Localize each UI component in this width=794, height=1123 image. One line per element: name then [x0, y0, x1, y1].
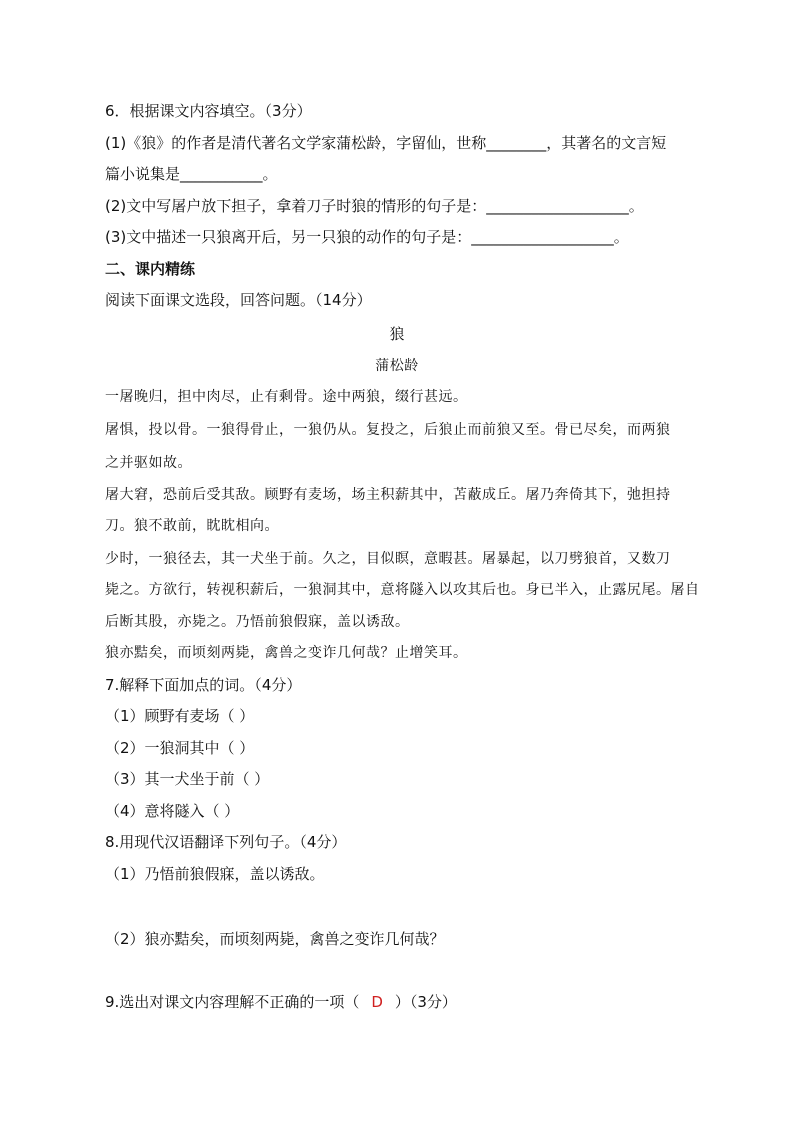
- section-heading: 二、课内精练: [105, 260, 196, 278]
- passage-line-6: 少时，一狼径去，其一犬坐于前。久之，目似瞑，意暇甚。屠暴起，以刀劈狼首，又数刀: [105, 551, 671, 567]
- q8-item-2: （2）狼亦黠矣，而顷刻两毙，禽兽之变诈几何哉？: [105, 930, 445, 948]
- passage-line-7: 毙之。方欲行，转视积薪后，一狼洞其中，意将隧入以攻其后也。身已半入，止露尻尾。屠自: [105, 582, 700, 598]
- q8-item-1: （1）乃悟前狼假寐，盖以诱敌。: [105, 865, 325, 883]
- q8-title: 8.用现代汉语翻译下列句子。（4分）: [105, 833, 347, 851]
- q6-item-3: (3)文中描述一只狼离开后，另一只狼的动作的句子是：___________________。: [105, 228, 629, 246]
- q7-item-2: （2）一狼洞其中（ ）: [105, 739, 255, 757]
- passage-line-3: 之并驱如故。: [105, 455, 192, 471]
- passage-line-8: 后断其股，亦毙之。乃悟前狼假寐，盖以诱敌。: [105, 614, 410, 630]
- q6-item-1-line-2: 篇小说集是___________。: [105, 165, 278, 183]
- q7-item-3: （3）其一犬坐于前（ ）: [105, 770, 270, 788]
- q6-title: 6．根据课文内容填空。（3分）: [105, 102, 312, 120]
- passage-line-2: 屠惧，投以骨。一狼得骨止，一狼仍从。复投之，后狼止而前狼又至。骨已尽矣，而两狼: [105, 422, 671, 438]
- q9-suffix: ）（3分）: [394, 993, 457, 1011]
- q9-answer: D: [371, 993, 383, 1011]
- q7-item-4: （4）意将隧入（ ）: [105, 802, 240, 820]
- passage-author: 蒲松龄: [375, 358, 419, 374]
- q7-title: 7.解释下面加点的词。（4分）: [105, 676, 302, 694]
- q6-item-2: (2)文中写屠户放下担子，拿着刀子时狼的情形的句子是：___________________。: [105, 197, 644, 215]
- q6-item-1-line-1: (1)《狼》的作者是清代著名文学家蒲松龄，字留仙，世称________，其著名的文言短: [105, 134, 667, 152]
- passage-line-9: 狼亦黠矣，而顷刻两毙，禽兽之变诈几何哉？止增笑耳。: [105, 645, 468, 661]
- passage-line-4: 屠大窘，恐前后受其敌。顾野有麦场，场主积薪其中，苫蔽成丘。屠乃奔倚其下，弛担持: [105, 487, 671, 503]
- q7-item-1: （1）顾野有麦场（ ）: [105, 707, 255, 725]
- section-instruction: 阅读下面课文选段，回答问题。（14分）: [105, 291, 372, 309]
- passage-line-5: 刀。狼不敢前，眈眈相向。: [105, 518, 279, 534]
- q9-prefix: 9.选出对课文内容理解不正确的一项（: [105, 993, 360, 1011]
- passage-line-1: 一屠晚归，担中肉尽，止有剩骨。途中两狼，缀行甚远。: [105, 389, 468, 405]
- q9-question: [105, 992, 457, 1012]
- passage-title: 狼: [389, 325, 405, 343]
